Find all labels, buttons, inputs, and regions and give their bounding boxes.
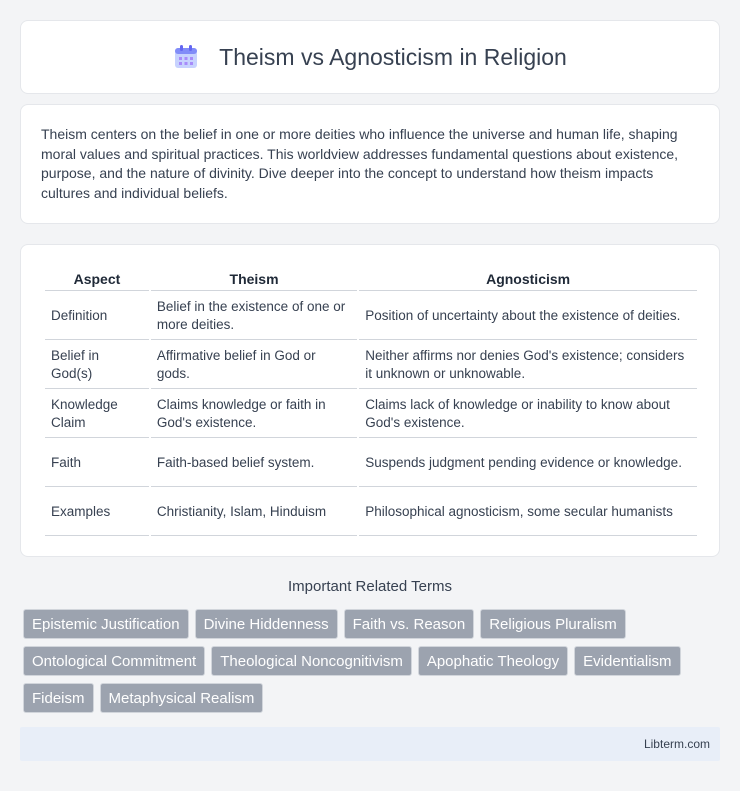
- table-cell: Position of uncertainty about the existence of deities.: [359, 293, 697, 340]
- table-cell: Affirmative belief in God or gods.: [151, 342, 357, 389]
- term-tag[interactable]: Apophatic Theology: [418, 646, 568, 676]
- table-cell: Claims knowledge or faith in God's existence.: [151, 391, 357, 438]
- table-cell: Definition: [45, 293, 149, 340]
- term-tag[interactable]: Theological Noncognitivism: [211, 646, 412, 676]
- page-title: Theism vs Agnosticism in Religion: [219, 43, 567, 70]
- term-tag[interactable]: Epistemic Justification: [23, 609, 189, 639]
- table-cell: Neither affirms nor denies God's existence; considers it unknown or unknowable.: [359, 342, 697, 389]
- table-row: [45, 391, 697, 438]
- comparison-table: [43, 265, 699, 538]
- table-row: [45, 489, 697, 536]
- table-cell: Belief in the existence of one or more deities.: [151, 293, 357, 340]
- term-tag[interactable]: Religious Pluralism: [480, 609, 626, 639]
- footer: [20, 727, 720, 761]
- intro-text: Theism centers on the belief in one or more deities who influence the universe and human life, shaping moral values and spiritual practices. This worldview addresses fundamental questions about existence, purpose, and the nature of divinity. Dive deeper into the concept to understand how theism impacts cultures and individual beliefs.: [41, 126, 679, 201]
- header-card: [20, 20, 720, 94]
- intro-card: [20, 104, 720, 224]
- header-agnosticism: Agnosticism: [359, 267, 697, 291]
- related-terms-list: [23, 609, 723, 720]
- table-cell: Examples: [45, 489, 149, 536]
- table-cell: Christianity, Islam, Hinduism: [151, 489, 357, 536]
- table-cell: Faith: [45, 440, 149, 487]
- term-tag[interactable]: Divine Hiddenness: [195, 609, 338, 639]
- table-row: [45, 342, 697, 389]
- term-tag[interactable]: Faith vs. Reason: [344, 609, 475, 639]
- comparison-table-card: [20, 244, 720, 557]
- table-cell: Belief in God(s): [45, 342, 149, 389]
- table-row: [45, 440, 697, 487]
- table-cell: Claims lack of knowledge or inability to know about God's existence.: [359, 391, 697, 438]
- related-terms-title: Important Related Terms: [288, 578, 452, 595]
- footer-link[interactable]: Libterm.com: [643, 737, 710, 751]
- table-cell: Philosophical agnosticism, some secular humanists: [359, 489, 697, 536]
- table-header-row: [45, 267, 697, 291]
- table-cell: Knowledge Claim: [45, 391, 149, 438]
- header-aspect: Aspect: [45, 267, 149, 291]
- table-cell: Suspends judgment pending evidence or knowledge.: [359, 440, 697, 487]
- table-cell: Faith-based belief system.: [151, 440, 357, 487]
- term-tag[interactable]: Fideism: [23, 683, 94, 713]
- header-theism: Theism: [151, 267, 357, 291]
- term-tag[interactable]: Metaphysical Realism: [100, 683, 264, 713]
- term-tag[interactable]: Evidentialism: [574, 646, 680, 676]
- table-row: [45, 293, 697, 340]
- calendar-icon: [173, 44, 199, 70]
- term-tag[interactable]: Ontological Commitment: [23, 646, 205, 676]
